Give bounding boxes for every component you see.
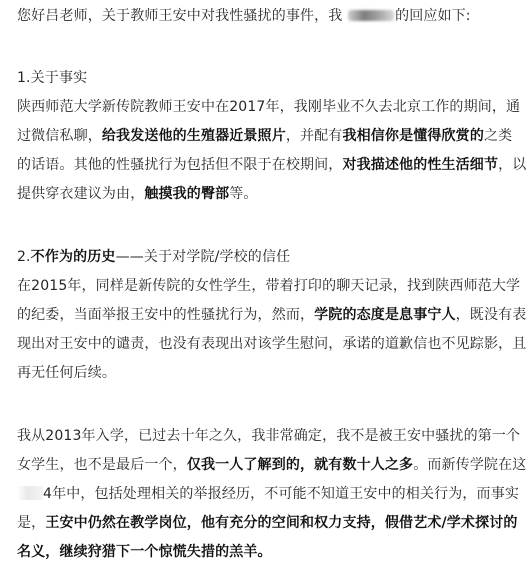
section2-line3: 现出对王安中的谴责，也没有表现出对该学生慰问，承诺的道歉信也不见踪影，且 xyxy=(17,336,526,352)
smudged-digits xyxy=(17,486,43,500)
section2-heading-num: 2. xyxy=(17,249,31,265)
section1-text: 的话语。其他的性骚扰行为包括但不限于在校期间， xyxy=(17,157,343,173)
section1-line2 xyxy=(17,127,512,145)
section3-emphasis: 王安中仍然在教学岗位，他有充分的空间和权力支持，假借艺术/学术探讨的 xyxy=(45,515,518,531)
section3-line2 xyxy=(17,456,526,474)
section1-heading: 1.关于事实 xyxy=(17,70,88,86)
section2-line1: 在2015年，同样是新传院的女性学生，带着打印的聊天记录，找到陕西师范大学 xyxy=(17,278,521,294)
section1-text: ，并配有 xyxy=(285,128,343,144)
section2-heading xyxy=(17,248,290,266)
section3-text: 4 xyxy=(43,486,53,502)
section3-emphasis: 仅我一人了解到的，就有数十人之多 xyxy=(186,457,414,473)
section2-text: ，既没有表 xyxy=(455,307,526,323)
section1-emphasis: 触摸我的臀部 xyxy=(144,186,230,202)
redacted-name xyxy=(348,10,394,21)
section3-text: 。而新传学院在这 xyxy=(413,457,526,473)
greeting-text: 您好吕老师，关于教师王安中对我性骚扰的事件，我 xyxy=(17,8,343,24)
section1-emphasis: 给我发送他的生殖器近景照片 xyxy=(101,128,286,144)
section1-text: ，以 xyxy=(498,157,526,173)
section2-emphasis: 学院的态度是息事宁人 xyxy=(314,307,456,323)
section1-line3 xyxy=(17,156,526,174)
section1-text: 等。 xyxy=(229,186,258,202)
section1-line4 xyxy=(17,185,258,203)
section3-line4 xyxy=(17,514,518,532)
section1-text: 提供穿衣建议为由， xyxy=(17,186,145,202)
section3-text: 是， xyxy=(17,515,46,531)
section2-line2 xyxy=(17,306,526,324)
section3-text: 女学生，也不是最后一个， xyxy=(17,457,187,473)
section1-emphasis: 我相信你是懂得欣赏的 xyxy=(342,128,484,144)
section2-heading-emphasis: 不作为的历史 xyxy=(30,249,116,265)
section3-line3 xyxy=(17,485,519,503)
greeting-line xyxy=(17,7,471,25)
section3-line1: 我从2013年入学，已过去十年之久，我非常确定，我不是被王安中骚扰的第一个 xyxy=(17,428,521,444)
greeting-text-end: 的回应如下: xyxy=(395,8,471,24)
section2-line4: 再无任何后续。 xyxy=(17,365,117,381)
section2-text: 的纪委，当面举报王安中的性骚扰行为，然而， xyxy=(17,307,315,323)
section3-line5: 名义，继续狩猎下一个惊慌失措的羔羊。 xyxy=(17,544,272,560)
section1-text: 之类 xyxy=(483,128,513,144)
section1-emphasis: 对我描述他的性生活细节 xyxy=(342,157,499,173)
section2-heading-rest: ——关于对学院/学校的信任 xyxy=(115,249,291,265)
section1-text: 过微信私聊， xyxy=(17,128,102,144)
section1-line1: 陕西师范大学新传院教师王安中在2017年，我刚毕业不久去北京工作的期间，通 xyxy=(17,99,521,115)
section3-text: 年中，包括处理相关的举报经历，不可能不知道王安中的相关行为，而事实 xyxy=(52,486,520,502)
